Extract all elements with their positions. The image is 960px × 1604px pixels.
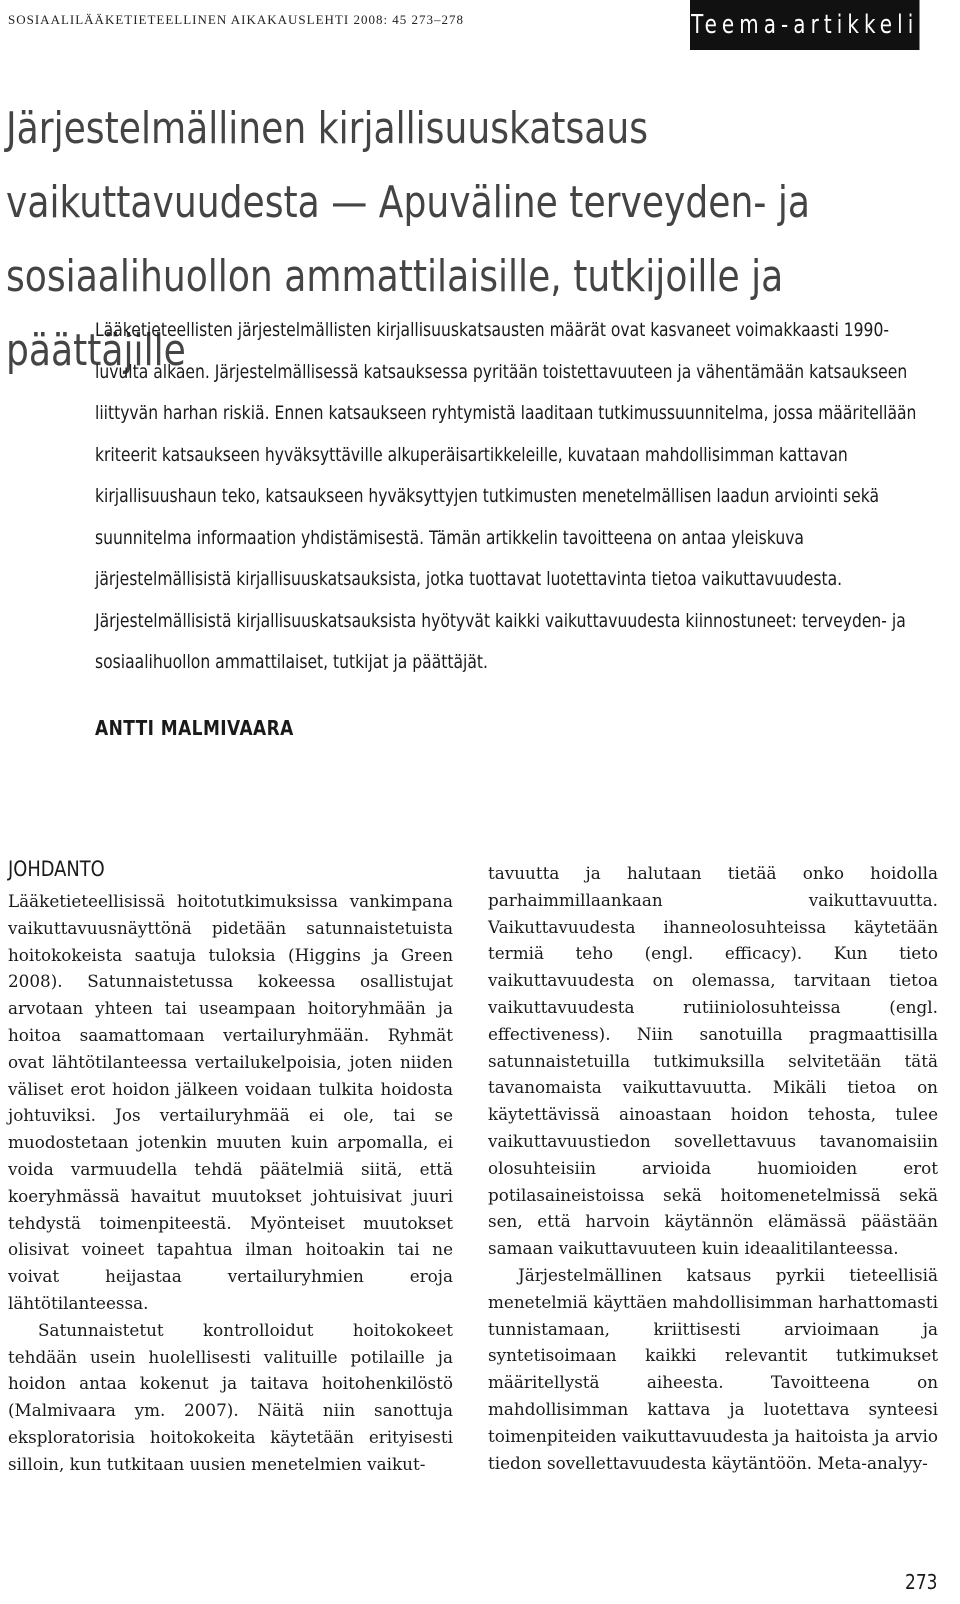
article-title: Järjestelmällinen kirjallisuuskatsaus vaikuttavuudesta — Apuväline terveyden- ja sosiaalihuollon ammattilaisille, tutkijoille ja päättäjille xyxy=(6,103,810,376)
body-paragraph: tavuutta ja halutaan tietää onko hoidolla parhaimmillaankaan vaikuttavuutta. Vaikuttavuudesta ihanneolosuhteissa käytetään termiä teho (engl. efficacy). Kun tieto vaikuttavuudesta on olemassa, tarvitaan tietoa vaikuttavuudesta rutiiniolosuhteissa (engl. effectiveness). Niin sanotuilla pragmaattisilla satunnaistetuilla tutkimuksilla selvitetään tätä tavanomaista vaikuttavuutta. Mikäli tietoa on käytettävissä ainoastaan hoidon tehosta, tulee vaikuttavuustiedon sovellettavuus tavanomaisiin olosuhteisiin arvioida huomioiden erot potilasaineistoissa sekä hoitomenetelmissä sekä sen, että harvoin käytännön elämässä päästään samaan vaikuttavuuteen kuin ideaalitilanteessa. xyxy=(488,863,938,1259)
body-column-left xyxy=(8,888,453,1478)
section-heading: JOHDANTO xyxy=(8,857,105,881)
article-lead: Lääketieteellisten järjestelmällisten kirjallisuuskatsausten määrät ovat kasvaneet voimakkaasti 1990-luvulta alkaen. Järjestelmällisessä katsauksessa pyritään toistettavuuteen ja vähentämään katsaukseen liittyvän harhan riskiä. Ennen katsaukseen ryhtymistä laaditaan tutkimussuunnitelma, jossa määritellään kriteerit katsaukseen hyväksyttäville alkuperäisartikkeleille, kuvataan mahdollisimman kattavan kirjallisuushaun teko, katsaukseen hyväksyttyjen tutkimusten menetelmällisen laadun arviointi sekä suunnitelma informaation yhdistämisestä. Tämän artikkelin tavoitteena on antaa yleiskuva järjestelmällisistä kirjallisuuskatsauksista, jotka tuottavat luotettavinta tietoa vaikuttavuudesta. Järjestelmällisistä kirjallisuuskatsauksista hyötyvät kaikki vaikuttavuudesta kiinnostuneet: terveyden- ja sosiaalihuollon ammattilaiset, tutkijat ja päättäjät. xyxy=(95,319,917,673)
section-badge: Teema-artikkeli xyxy=(690,0,920,50)
body-paragraph: Satunnaistetut kontrolloidut hoitokokeet tehdään usein huolellisesti valituille potilaille ja hoidon antaa kokenut ja taitava hoitohenkilöstö (Malmivaara ym. 2007). Näitä niin sanottuja eksploratorisia hoitokokeita käytetään erityisesti silloin, kun tutkitaan uusien menetelmien vaikut- xyxy=(8,1319,453,1474)
body-paragraph: Järjestelmällinen katsaus pyrkii tieteellisiä menetelmiä käyttäen mahdollisimman harhattomasti tunnistamaan, kriittisesti arvioimaan ja syntetisoimaan kaikki relevantit tutkimukset määritellystä aiheesta. Tavoitteena on mahdollisimman kattava ja luotettava synteesi toimenpiteiden vaikuttavuudesta ja haitoista ja arvio tiedon sovellettavuudesta käytäntöön. Meta-analyy- xyxy=(488,1264,938,1473)
article-author: ANTTI MALMIVAARA xyxy=(95,716,294,740)
page-number: 273 xyxy=(905,1570,938,1594)
journal-citation: SOSIAALILÄÄKETIETEELLINEN AIKAKAUSLEHTI 2008: 45 273–278 xyxy=(8,12,465,27)
body-paragraph: Lääketieteellisissä hoitotutkimuksissa vankimpana vaikuttavuusnäyttönä pidetään satunnaistetuista hoitokokeista saatuja tuloksia (Higgins ja Green 2008). Satunnaistetussa kokeessa osallistujat arvotaan yhteen tai useampaan hoitoryhmään ja hoitoa saamattomaan vertailuryhmään. Ryhmät ovat lähtötilanteessa vertailukelpoisia, joten niiden väliset erot hoidon jälkeen voidaan tulkita hoidosta johtuviksi. Jos vertailuryhmää ei ole, tai se muodostetaan jotenkin muuten kuin arpomalla, ei voida varmuudella tehdä päätelmiä siitä, että koeryhmässä havaitut muutokset johtuisivat juuri tehdystä toimenpiteestä. Myönteiset muutokset olisivat voineet tapahtua ilman hoitoakin tai ne voivat heijastaa vertailuryhmien eroja lähtötilanteessa. xyxy=(8,891,453,1313)
body-column-right xyxy=(488,860,938,1476)
